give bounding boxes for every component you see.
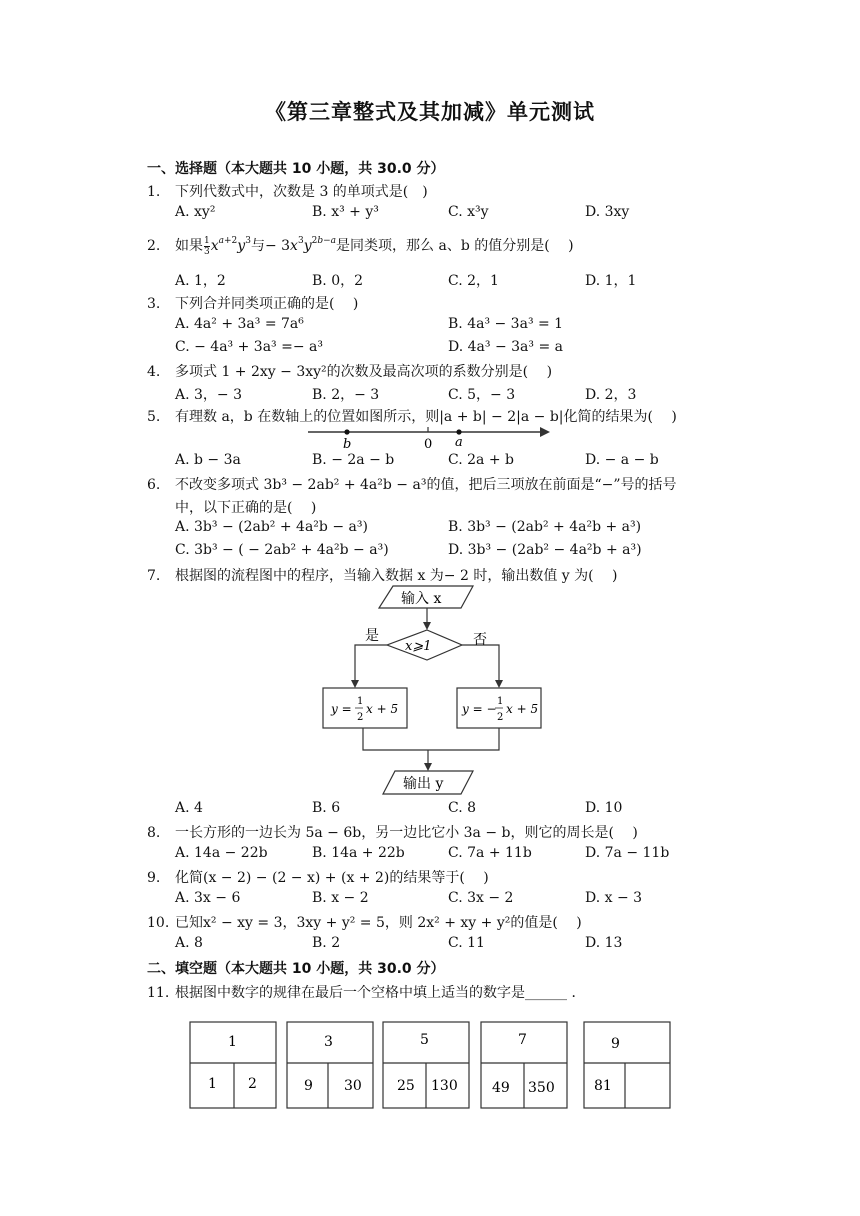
fraction-denominator: 3 xyxy=(204,246,210,257)
left-fraction-numerator: 1 xyxy=(357,696,364,707)
box-1-top: 1 xyxy=(228,1034,237,1050)
question-9 xyxy=(147,867,489,887)
label-a: a xyxy=(455,435,463,450)
arrow-icon xyxy=(540,427,550,437)
question-10 xyxy=(147,912,582,932)
section-heading-choice: 一、选择题（本大题共 10 小题，共 30.0 分） xyxy=(147,161,445,177)
arrow-icon xyxy=(423,622,431,630)
box-1-right: 2 xyxy=(248,1076,257,1092)
option-d[interactable]: D. 2，3 xyxy=(585,387,637,403)
yes-label: 是 xyxy=(365,628,379,644)
flowchart xyxy=(315,582,555,800)
option-d[interactable]: D. x − 3 xyxy=(585,890,643,906)
option-d[interactable]: D. 10 xyxy=(585,800,623,816)
box-1-left: 1 xyxy=(208,1076,217,1092)
arrow-icon xyxy=(495,680,503,688)
flow-line-yes xyxy=(355,645,387,686)
question-stem: 一长方形的一边长为 5a − 6b，另一边比它小 3a − b，则它的周长是( ) xyxy=(175,825,638,841)
option-b[interactable]: B. x³ + y³ xyxy=(312,204,379,220)
option-d[interactable]: D. 3xy xyxy=(585,204,630,220)
question-stem: 有理数 a，b 在数轴上的位置如图所示，则|a + b| − 2|a − b|化简的结果为( ) xyxy=(175,409,677,425)
question-2: 2. 如果 $\frac{1}{3}$ $x^{a+2}y^3$与− $3x^3y^{2b-a}$是同类项，那么 a、b 的值分别是( ) xyxy=(147,235,574,257)
right-fraction-denominator: 2 xyxy=(497,712,504,723)
right-formula-prefix: y = − xyxy=(462,702,497,716)
option-a[interactable]: A. 14a − 22b xyxy=(175,845,268,861)
question-stem: 下列合并同类项正确的是( ) xyxy=(175,296,359,312)
option-c[interactable]: C. x³y xyxy=(448,204,489,220)
option-c[interactable]: C. 3x − 2 xyxy=(448,890,514,906)
pattern-boxes xyxy=(188,1020,674,1112)
option-d[interactable]: D. 4a³ − 3a³ = a xyxy=(448,339,563,355)
box-2-right: 30 xyxy=(344,1078,362,1094)
box-3-left: 25 xyxy=(397,1078,415,1094)
option-c[interactable]: C. 5，− 3 xyxy=(448,387,516,403)
label-b: b xyxy=(343,437,352,452)
question-stem-continued: 中，以下正确的是( ) xyxy=(175,500,317,516)
question-stem: 多项式 1 + 2xy − 3xy²的次数及最高次项的系数分别是( ) xyxy=(175,364,553,380)
option-b[interactable]: B. 2，− 3 xyxy=(312,387,380,403)
question-number: 3. xyxy=(147,296,161,312)
option-d[interactable]: D. 13 xyxy=(585,935,623,951)
question-number: 10. xyxy=(147,915,170,931)
left-formula-tail: x + 5 xyxy=(366,702,399,716)
label-zero: 0 xyxy=(424,437,433,452)
fraction xyxy=(204,236,210,257)
box-2-top: 3 xyxy=(324,1034,333,1050)
question-8 xyxy=(147,822,638,842)
option-c[interactable]: C. 7a + 11b xyxy=(448,845,532,861)
box-4-right: 350 xyxy=(528,1080,555,1096)
question-stem: 已知x² − xy = 3，3xy + y² = 5，则 2x² + xy + y²的值是( ) xyxy=(175,915,582,931)
arrow-icon xyxy=(351,680,359,688)
input-label: 输入 x xyxy=(401,591,442,607)
option-a[interactable]: A. b − 3a xyxy=(175,452,241,468)
question-number: 8. xyxy=(147,825,161,841)
option-a[interactable]: A. 4a² + 3a³ = 7a⁶ xyxy=(175,316,304,332)
option-d[interactable]: D. 7a − 11b xyxy=(585,845,670,861)
question-number: 1. xyxy=(147,184,161,200)
option-d[interactable]: D. − a − b xyxy=(585,452,659,468)
question-stem: 下列代数式中，次数是 3 的单项式是( ) xyxy=(175,184,428,200)
option-d[interactable]: D. 1，1 xyxy=(585,273,637,289)
option-b[interactable]: B. x − 2 xyxy=(312,890,369,906)
question-number: 9. xyxy=(147,870,161,886)
point-b xyxy=(344,429,349,434)
option-c[interactable]: C. 3b³ − ( − 2ab² + 4a²b − a³) xyxy=(175,542,389,558)
question-stem: 根据图的流程图中的程序，当输入数据 x 为− 2 时，输出数值 y 为( ) xyxy=(175,568,618,584)
box-3-top: 5 xyxy=(420,1032,429,1048)
output-label: 输出 y xyxy=(403,776,444,792)
option-b[interactable]: B. 14a + 22b xyxy=(312,845,405,861)
box-5-left: 81 xyxy=(594,1078,612,1094)
option-b[interactable]: B. 4a³ − 3a³ = 1 xyxy=(448,316,564,332)
right-fraction-numerator: 1 xyxy=(497,696,504,707)
option-a[interactable]: A. 8 xyxy=(175,935,203,951)
pattern-box-5 xyxy=(584,1022,670,1108)
question-6 xyxy=(147,474,676,494)
question-number: 11. xyxy=(147,985,170,1001)
option-d[interactable]: D. 3b³ − (2ab² − 4a²b + a³) xyxy=(448,542,642,558)
right-formula-tail: x + 5 xyxy=(506,702,539,716)
question-number: 2. xyxy=(147,238,161,254)
option-a[interactable]: A. xy² xyxy=(175,204,216,220)
box-2-left: 9 xyxy=(304,1078,313,1094)
option-c[interactable]: C. 2，1 xyxy=(448,273,499,289)
arrow-icon xyxy=(424,763,432,771)
question-number: 7. xyxy=(147,568,161,584)
left-fraction-denominator: 2 xyxy=(357,712,364,723)
question-number: 4. xyxy=(147,364,161,380)
option-b[interactable]: B. 3b³ − (2ab² + 4a²b + a³) xyxy=(448,519,642,535)
no-label: 否 xyxy=(473,632,487,648)
question-number: 5. xyxy=(147,409,161,425)
question-4 xyxy=(147,361,552,381)
option-a[interactable]: A. 4 xyxy=(175,800,203,816)
option-b[interactable]: B. 2 xyxy=(312,935,341,951)
box-4-top: 7 xyxy=(518,1032,527,1048)
page-title: 《第三章整式及其加减》单元测试 xyxy=(265,100,595,124)
left-formula-prefix: y = xyxy=(331,702,352,716)
condition-label: x⩾1 xyxy=(405,639,432,654)
option-c[interactable]: C. − 4a³ + 3a³ =− a³ xyxy=(175,339,323,355)
option-b[interactable]: B. 0，2 xyxy=(312,273,364,289)
option-c[interactable]: C. 2a + b xyxy=(448,452,514,468)
option-b[interactable]: B. − 2a − b xyxy=(312,452,395,468)
question-3 xyxy=(147,293,358,313)
option-a[interactable]: A. 3b³ − (2ab² + 4a²b − a³) xyxy=(175,519,368,535)
question-stem: 不改变多项式 3b³ − 2ab² + 4a²b − a³的值，把后三项放在前面是“−”号的括号 xyxy=(175,477,677,493)
number-line xyxy=(300,420,560,452)
box-4-left: 49 xyxy=(492,1080,510,1096)
flow-merge-line xyxy=(363,728,499,750)
option-a[interactable]: A. 3x − 6 xyxy=(175,890,241,906)
flow-line-no xyxy=(462,645,499,686)
option-a[interactable]: A. 3，− 3 xyxy=(175,387,243,403)
box-3-right: 130 xyxy=(431,1078,458,1094)
option-a[interactable]: A. 1，2 xyxy=(175,273,226,289)
question-1 xyxy=(147,181,428,201)
option-c[interactable]: C. 8 xyxy=(448,800,477,816)
question-number: 6. xyxy=(147,477,161,493)
question-stem-prefix: 如果 xyxy=(175,238,203,254)
fraction-numerator: 1 xyxy=(204,235,210,246)
section-heading-fill: 二、填空题（本大题共 10 小题，共 30.0 分） xyxy=(147,961,445,977)
option-b[interactable]: B. 6 xyxy=(312,800,341,816)
question-stem: 是同类项，那么 a、b 的值分别是( ) xyxy=(336,238,574,254)
point-a xyxy=(456,429,461,434)
option-c[interactable]: C. 11 xyxy=(448,935,485,951)
question-11 xyxy=(147,982,585,1002)
question-stem: 化简(x − 2) − (2 − x) + (x + 2)的结果等于( ) xyxy=(175,870,489,886)
box-5-top: 9 xyxy=(611,1036,620,1052)
question-stem: 根据图中数字的规律在最后一个空格中填上适当的数字是______ ． xyxy=(175,985,586,1001)
